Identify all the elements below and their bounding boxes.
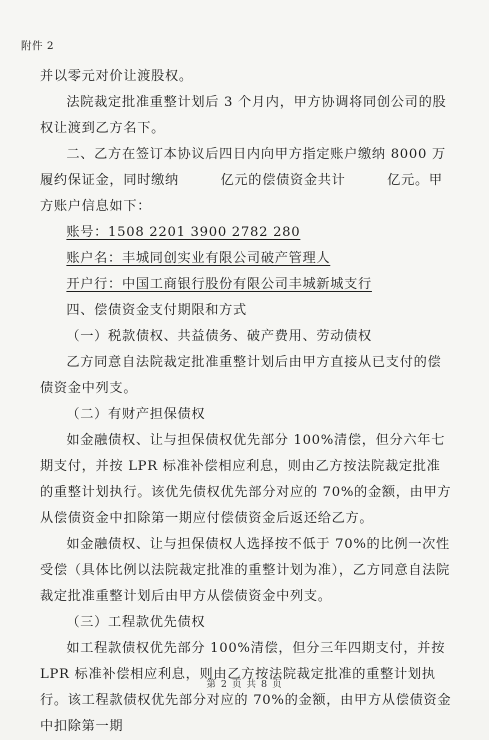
section-heading: 四、偿债资金支付期限和方式 bbox=[66, 303, 247, 318]
account-name: 账户名：丰城同创实业有限公司破产管理人 bbox=[66, 251, 331, 266]
page-footer: 第 2 页 共 8 页 bbox=[206, 679, 283, 690]
paragraph: 并以零元对价让渡股权。 bbox=[40, 69, 193, 84]
attachment-label: 附件 2 bbox=[21, 40, 55, 52]
account-number: 账号：1508 2201 3900 2782 280 bbox=[66, 225, 301, 240]
paragraph: 二、乙方在签订本协议后四日内向甲方指定账户缴纳 8000 万履约保证金，同时缴纳 亿元的偿债资金共计 亿元。甲方账户信息如下： bbox=[40, 147, 446, 214]
paragraph: 法院裁定批准重整计划后 3 个月内，甲方协调将同创公司的股权让渡到乙方名下。 bbox=[40, 95, 447, 136]
document-body bbox=[40, 64, 452, 740]
paragraph: 如金融债权、让与担保债权优先部分 100%清偿，但分六年七期支付，并按 LPR 标准补偿相应利息，则由乙方按法院裁定批准的重整计划执行。该优先债权优先部分对应的 70%的金额，由甲方从偿债资金中扣除第一期应付偿债资金后返还给乙方。 bbox=[40, 433, 452, 526]
subsection-heading: （二）有财产担保债权 bbox=[66, 407, 206, 422]
subsection-heading: （一）税款债权、共益债务、破产费用、劳动债权 bbox=[66, 329, 372, 344]
paragraph: 如金融债权、让与担保债权人选择按不低于 70%的比例一次性受偿（具体比例以法院裁定批准的重整计划为准），乙方同意自法院裁定批准重整计划后由甲方从偿债资金中列支。 bbox=[40, 537, 451, 604]
paragraph: 如工程款债权优先部分 100%清偿，但分三年四期支付，并按 LPR 标准补偿相应利息，则由乙方按法院裁定批准的重整计划执行。该工程款债权优先部分对应的 70%的金额，由甲方从偿债资金中扣除第一期 bbox=[40, 641, 452, 734]
subsection-heading: （三）工程款优先债权 bbox=[66, 615, 206, 630]
paragraph: 乙方同意自法院裁定批准重整计划后由甲方直接从已支付的偿债资金中列支。 bbox=[40, 355, 442, 396]
bank-branch: 开户行：中国工商银行股份有限公司丰城新城支行 bbox=[66, 277, 372, 292]
